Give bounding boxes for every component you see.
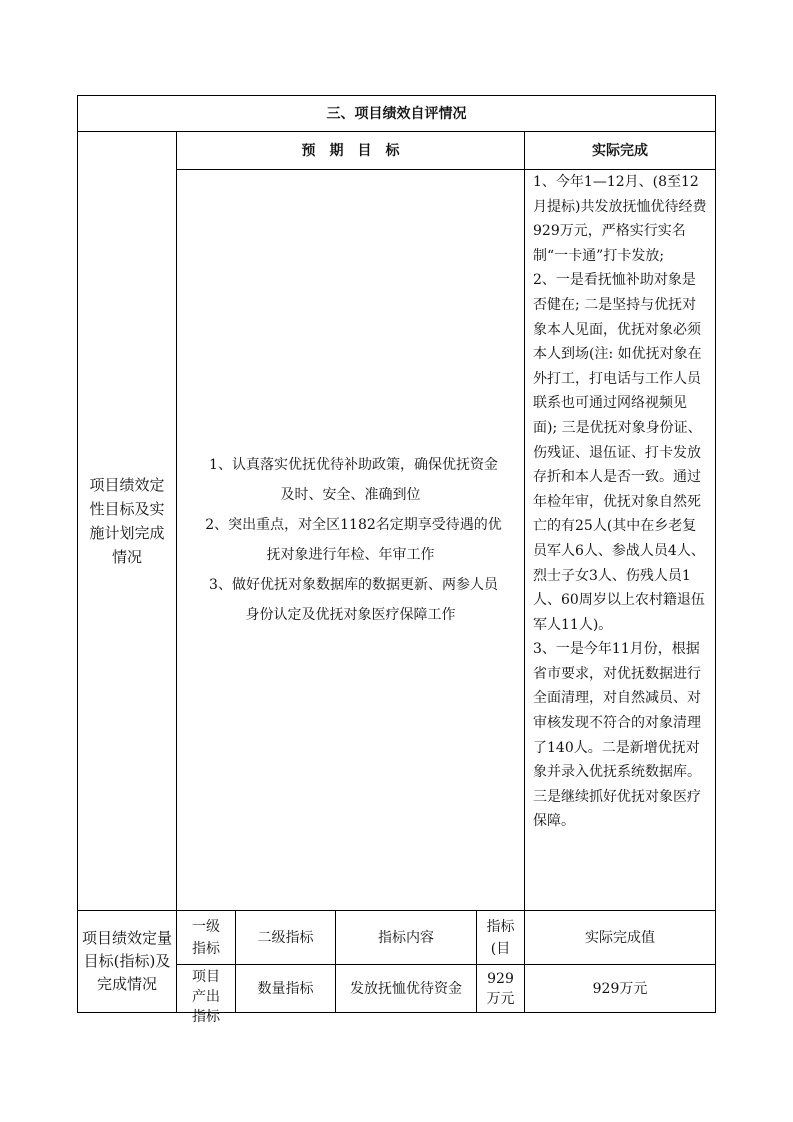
row-level2-value: 数量指标	[235, 964, 336, 1013]
qualitative-row-label	[77, 131, 177, 911]
row-content-text: 发放抚恤优待资金	[350, 980, 462, 997]
goal-line-5: 3、做好优抚对象数据库的数据更新、两参人员	[209, 577, 498, 593]
row-target-text: 929万元	[486, 970, 515, 1007]
header-expected-goal: 预 期 目 标	[176, 131, 525, 170]
header-level1-indicator	[176, 910, 236, 965]
goal-line-3: 2、突出重点，对全区1182名定期享受待遇的优	[205, 517, 502, 533]
goal-line-6: 身份认定及优抚对象医疗保障工作	[245, 607, 456, 623]
header-indicator-content: 指标内容	[335, 910, 477, 965]
actual-item-1: 1、今年1—12月、(8至12月提标)共发放抚恤优待经费929万元，严格实行实名制“一卡通”打卡发放;	[533, 174, 707, 264]
actual-completion-cell	[524, 169, 716, 911]
actual-item-3: 3、一是今年11月份，根据省市要求，对优抚数据进行全面清理，对自然减员、对审核发现不符合的对象清理了140人。二是新增优抚对象并录入优抚系统数据库。三是继续抓好优抚对象医疗保障。	[533, 641, 701, 830]
goal-line-2: 及时、安全、准确到位	[280, 487, 421, 503]
row-target-value	[476, 964, 525, 1013]
performance-table	[78, 96, 716, 1025]
header-actual-value: 实际完成值	[524, 910, 716, 965]
section-title: 三、项目绩效自评情况	[77, 95, 716, 132]
header-level1-text: 一级指标	[192, 918, 220, 957]
goal-line-4: 抚对象进行年检、年审工作	[266, 547, 435, 563]
row-level1-value	[176, 964, 236, 1025]
actual-item-2: 2、一是看抚恤补助对象是否健在; 二是坚持与优抚对象本人见面，优抚对象必须本人到场(注: 如优抚对象在外打工，打电话与工作人员联系也可通过网络视频见面); 三是优抚对象身份证、伤残证、退伍证、打卡发放存折和本人是否一致。通过年检年审，优抚对象自然死亡的有25人(其中在乡老复员军人6人、参战人员4人、烈士子女3人、伤残人员1人、60周岁以上农村籍退伍军人11人)。	[533, 272, 705, 633]
header-level2-indicator: 二级指标	[235, 910, 336, 965]
expected-goals-cell	[176, 169, 525, 911]
qualitative-row-label-text: 项目绩效定性目标及实施计划完成情况	[89, 476, 165, 566]
quantitative-row-label	[77, 910, 177, 1013]
header-actual-completion: 实际完成	[524, 131, 716, 170]
header-indicator-target	[476, 910, 525, 965]
header-target-text: 指标(目	[486, 918, 515, 957]
goal-line-1: 1、认真落实优抚优待补助政策，确保优抚资金	[209, 457, 498, 473]
row-level1-text: 项目产出指标	[192, 969, 220, 1025]
row-actual-value: 929万元	[524, 964, 716, 1013]
row-content-value	[335, 964, 477, 1013]
quantitative-row-label-text: 项目绩效定量目标(指标)及完成情况	[82, 929, 173, 993]
